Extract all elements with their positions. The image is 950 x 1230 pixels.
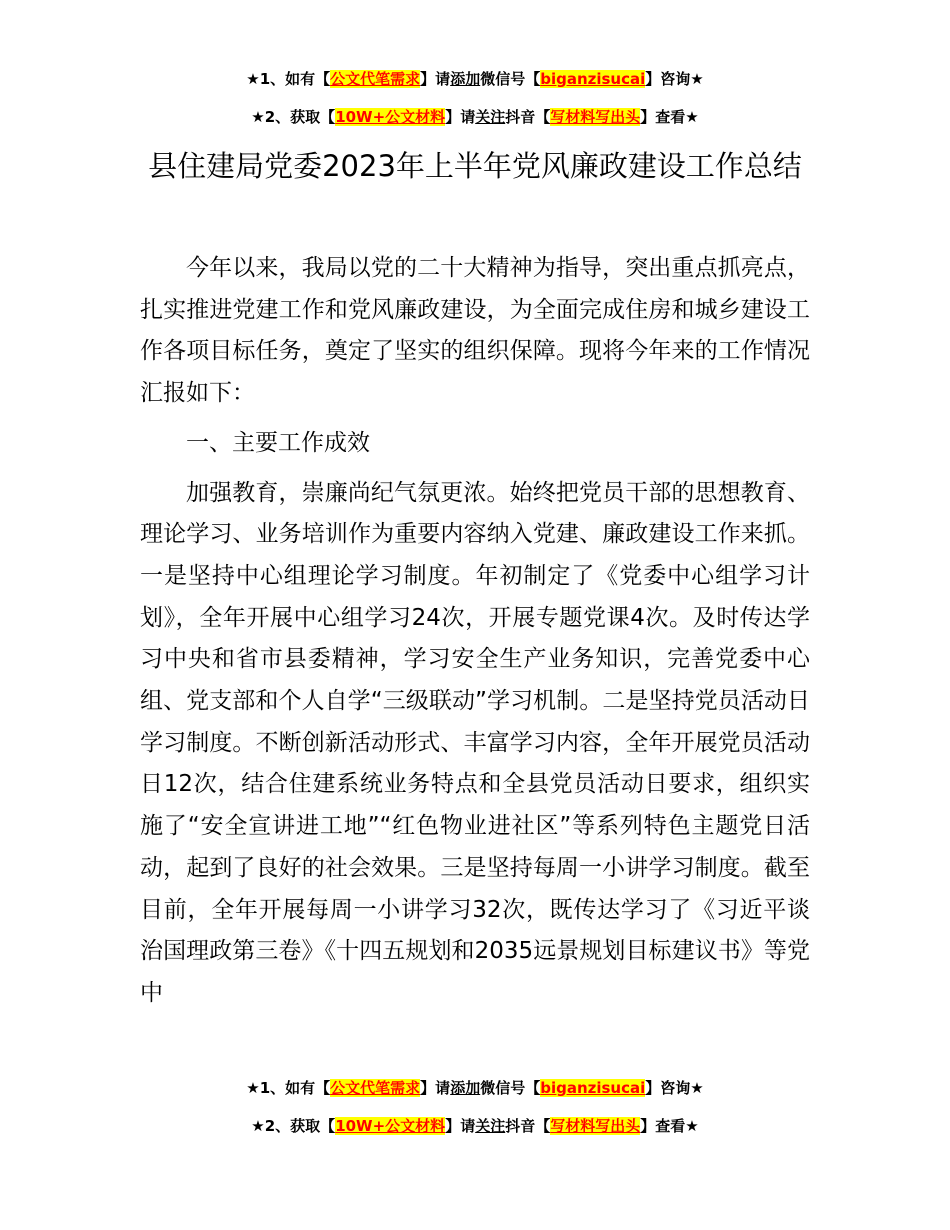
banner-highlight-wechat: biganzisucai bbox=[540, 1079, 646, 1097]
banner-suffix: 】咨询★ bbox=[645, 70, 704, 88]
banner-prefix: ★2、获取【 bbox=[251, 108, 336, 126]
banner-text: 抖音【 bbox=[505, 108, 551, 126]
banner-highlight-materials: 10W+公文材料 bbox=[335, 1117, 446, 1135]
bottom-banner-line-2 bbox=[0, 1115, 950, 1137]
banner-prefix: ★2、获取【 bbox=[251, 1117, 336, 1135]
banner-text: 】请 bbox=[445, 108, 476, 126]
banner-prefix: ★1、如有【 bbox=[246, 70, 331, 88]
banner-prefix: ★1、如有【 bbox=[246, 1079, 331, 1097]
document-title: 县住建局党委2023年上半年党风廉政建设工作总结 bbox=[148, 149, 802, 183]
banner-underline-text: 关注 bbox=[475, 1117, 506, 1135]
banner-highlight-douyin: 写材料写出头 bbox=[550, 1117, 641, 1135]
banner-highlight-service: 公文代笔需求 bbox=[330, 1079, 421, 1097]
banner-highlight-douyin: 写材料写出头 bbox=[550, 108, 641, 126]
banner-text: 】请 bbox=[420, 70, 451, 88]
banner-suffix: 】查看★ bbox=[640, 1117, 699, 1135]
banner-suffix: 】查看★ bbox=[640, 108, 699, 126]
section-heading: 一、主要工作成效 bbox=[186, 429, 370, 456]
banner-underline-text: 添加 bbox=[450, 70, 481, 88]
body-paragraph-education: 加强教育，崇廉尚纪气氛更浓。始终把党员干部的思想教育、理论学习、业务培训作为重要内容纳入党建、廉政建设工作来抓。一是坚持中心组理论学习制度。年初制定了《党委中心组学习计划》，全年开展中心组学习24次，开展专题党课4次。及时传达学习中央和省市县委精神，学习安全生产业务知识，完善党委中心组、党支部和个人自学“三级联动”学习机制。二是坚持党员活动日学习制度。不断创新活动形式、丰富学习内容，全年开展党员活动日12次，结合住建系统业务特点和全县党员活动日要求，组织实施了“安全宣讲进工地”“红色物业进社区”等系列特色主题党日活动，起到了良好的社会效果。三是坚持每周一小讲学习制度。截至目前，全年开展每周一小讲学习32次，既传达学习了《习近平谈治国理政第三卷》《十四五规划和2035远景规划目标建议书》等党中 bbox=[140, 479, 810, 1006]
banner-text: 抖音【 bbox=[505, 1117, 551, 1135]
banner-text: 微信号【 bbox=[480, 70, 541, 88]
banner-suffix: 】咨询★ bbox=[645, 1079, 704, 1097]
banner-text: 微信号【 bbox=[480, 1079, 541, 1097]
banner-underline-text: 关注 bbox=[475, 108, 506, 126]
banner-highlight-service: 公文代笔需求 bbox=[330, 70, 421, 88]
top-banner-line-2 bbox=[0, 106, 950, 128]
banner-highlight-materials: 10W+公文材料 bbox=[335, 108, 446, 126]
banner-text: 】请 bbox=[445, 1117, 476, 1135]
banner-text: 】请 bbox=[420, 1079, 451, 1097]
banner-underline-text: 添加 bbox=[450, 1079, 481, 1097]
document-body bbox=[140, 248, 810, 1015]
body-paragraph-intro: 今年以来，我局以党的二十大精神为指导，突出重点抓亮点，扎实推进党建工作和党风廉政建设，为全面完成住房和城乡建设工作各项目标任务，奠定了坚实的组织保障。现将今年来的工作情况汇报如下： bbox=[140, 255, 810, 407]
top-banner-line-1 bbox=[0, 68, 950, 90]
bottom-banner-line-1 bbox=[0, 1077, 950, 1099]
banner-highlight-wechat: biganzisucai bbox=[540, 70, 646, 88]
